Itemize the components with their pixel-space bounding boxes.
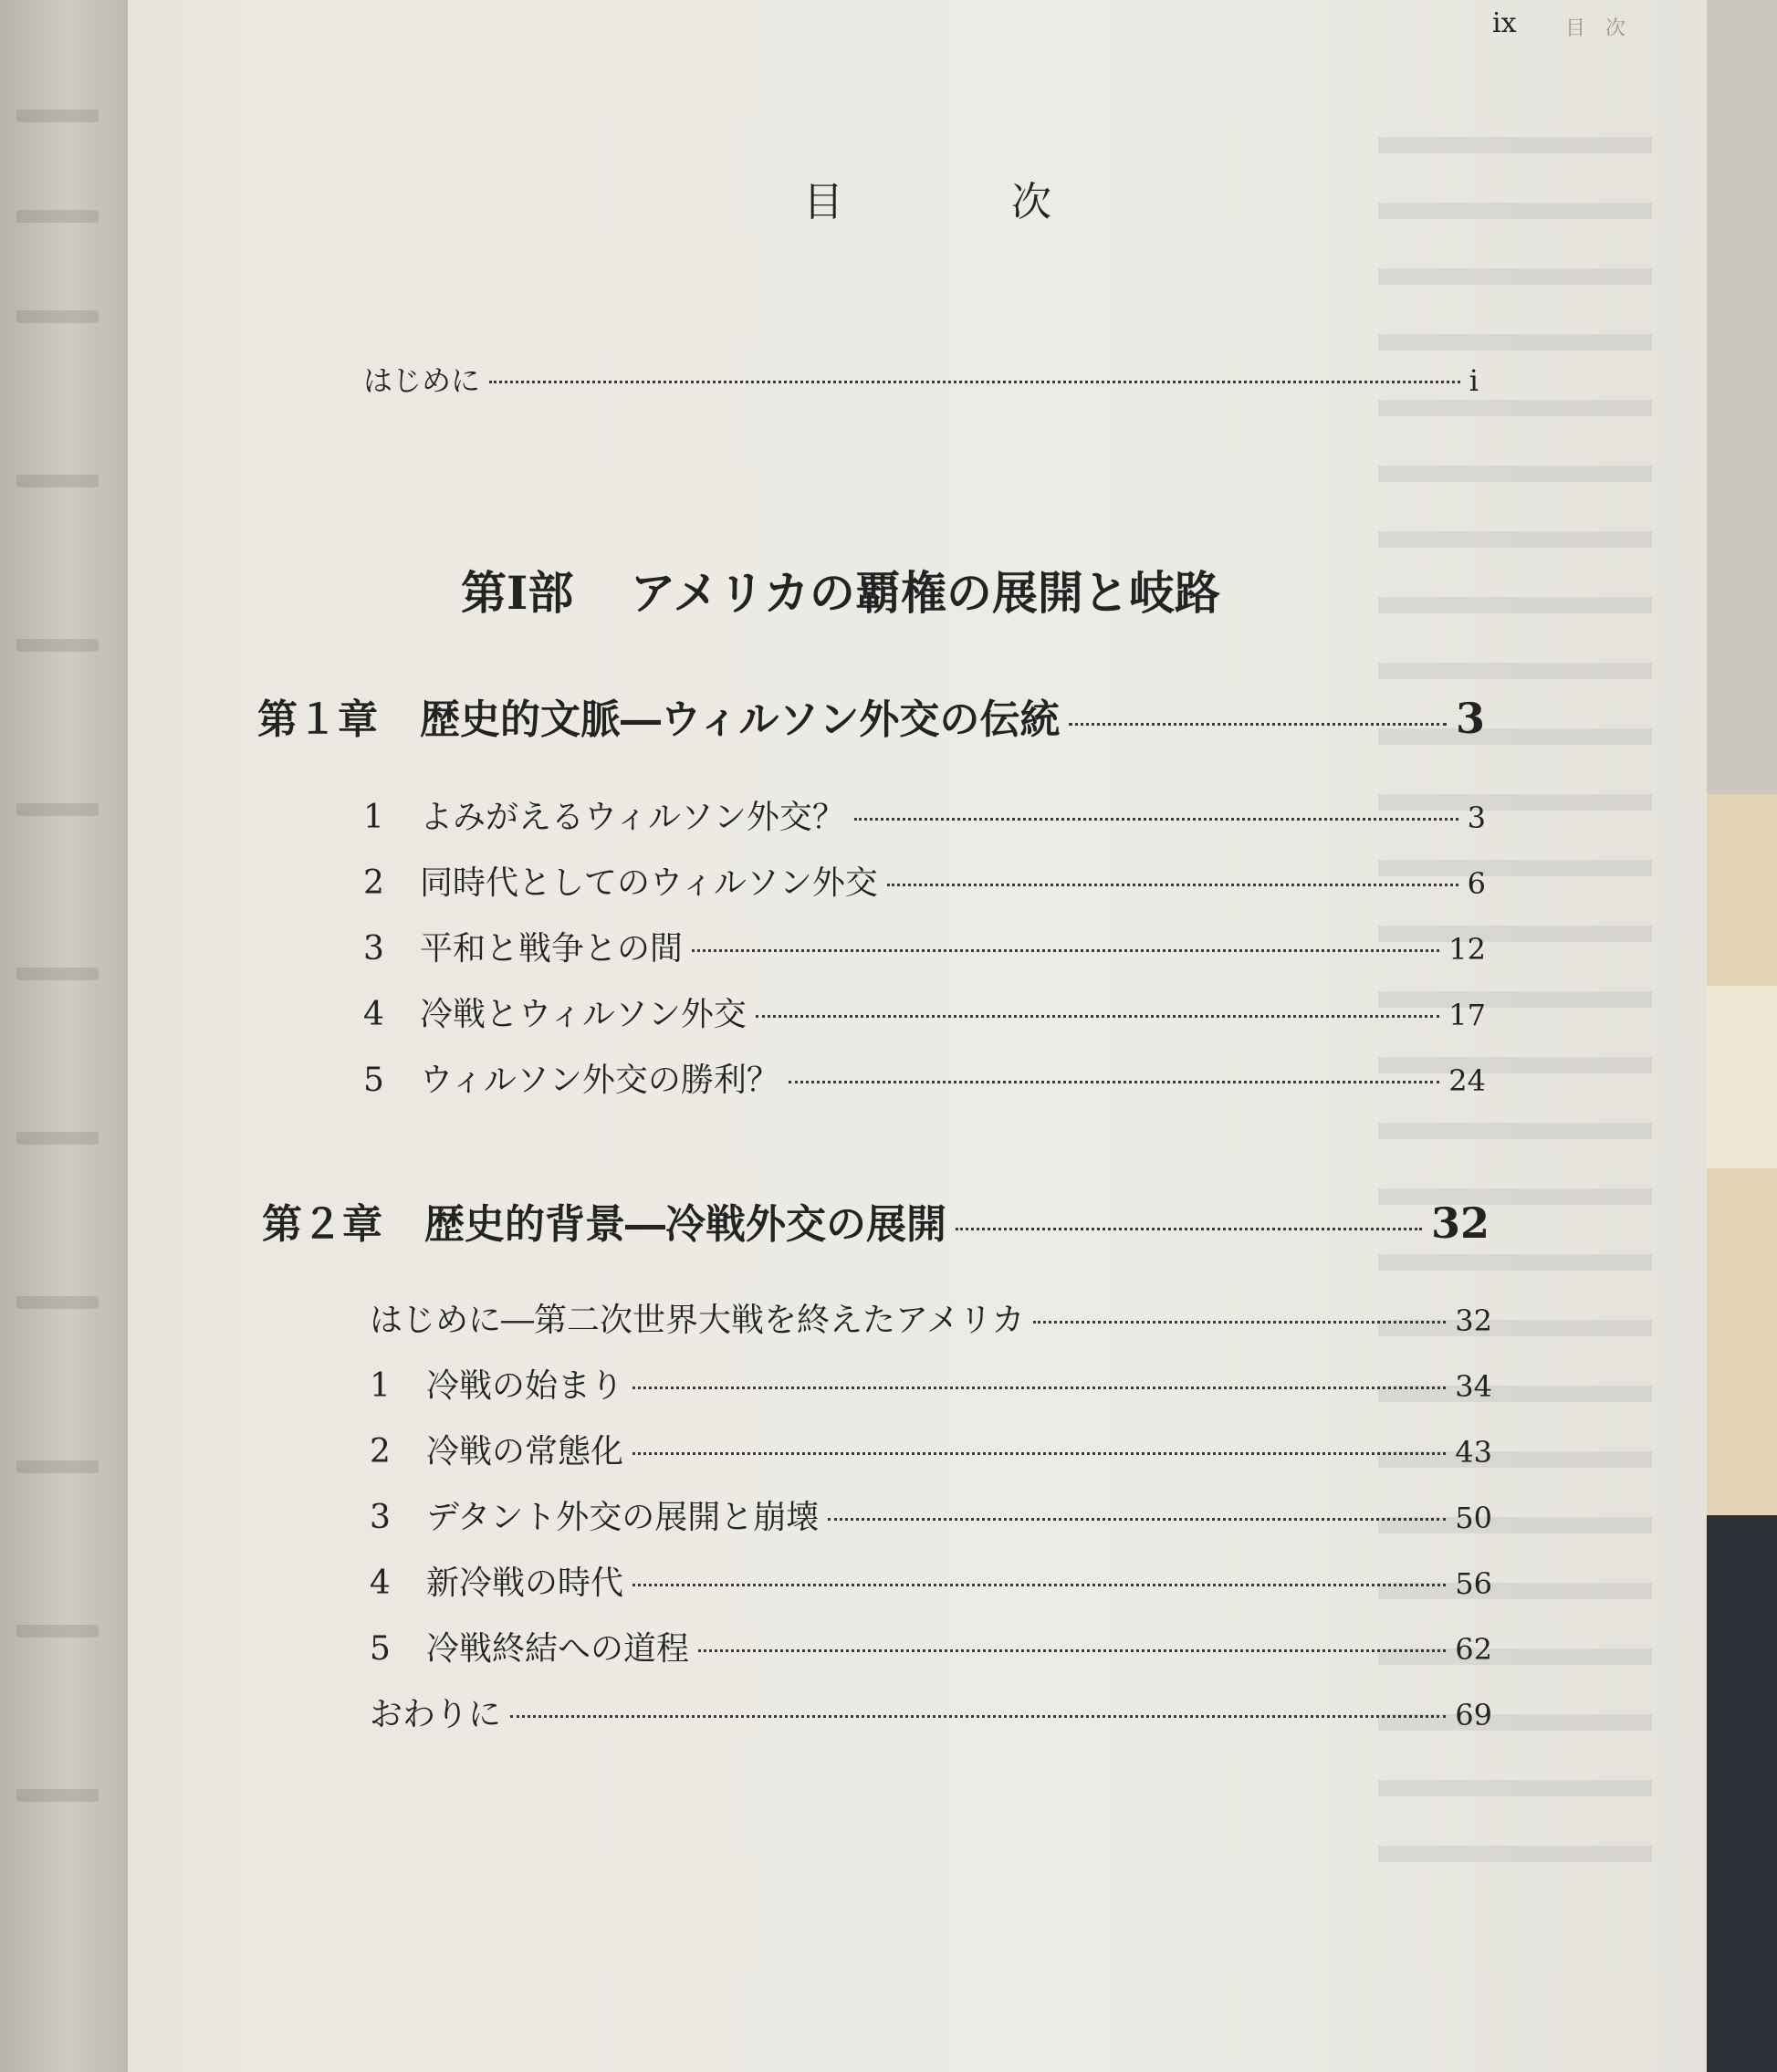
toc-section-entry (363, 857, 1486, 904)
chapter-title: 歴史的文脈―ウィルソン外交の伝統 (420, 696, 1061, 743)
section-title: はじめに―第二次世界大戦を終えたアメリカ (370, 1302, 1025, 1339)
toc-page-number: 62 (1455, 1632, 1492, 1667)
toc-page-number: 17 (1448, 998, 1486, 1032)
running-head-mark: 目 次 (1565, 17, 1626, 40)
toc-page-number: 56 (1455, 1566, 1492, 1601)
toc-page-number: 3 (1467, 801, 1486, 835)
dot-leader (828, 1518, 1446, 1521)
part-heading (461, 557, 1220, 623)
toc-section-entry (363, 989, 1486, 1035)
section-title: 冷戦とウィルソン外交 (420, 996, 747, 1033)
chapter-number: 第１章 (257, 696, 378, 743)
toc-page-number: 69 (1455, 1698, 1492, 1732)
facing-page-edge (0, 0, 128, 2072)
dot-leader (789, 1081, 1439, 1083)
toc-section-entry-closing (370, 1689, 1492, 1735)
toc-section-entry (370, 1426, 1492, 1472)
section-number: 5 (370, 1630, 391, 1668)
section-number: 1 (363, 799, 384, 836)
dot-leader (692, 949, 1439, 952)
toc-section-entry (370, 1360, 1492, 1407)
dot-leader (887, 884, 1458, 886)
toc-page-number: 43 (1455, 1435, 1492, 1470)
section-number: 4 (363, 996, 384, 1033)
toc-section-entry (363, 1054, 1486, 1101)
background-right-edge (1707, 0, 1777, 2072)
part-title: アメリカの覇権の展開と岐路 (630, 566, 1220, 620)
dot-leader (489, 381, 1460, 383)
dot-leader (854, 818, 1458, 821)
toc-page-number: 6 (1467, 866, 1486, 901)
dot-leader (756, 1015, 1439, 1018)
section-number: 2 (363, 864, 384, 902)
section-title: 冷戦の常態化 (426, 1433, 624, 1470)
toc-page-number: i (1469, 363, 1479, 398)
toc-section-entry-intro (370, 1294, 1492, 1341)
toc-section-entry (370, 1623, 1492, 1669)
toc-page-number: 34 (1455, 1369, 1492, 1404)
section-title: 平和と戦争との間 (420, 930, 684, 968)
toc-section-entry (370, 1491, 1492, 1538)
toc-entry-intro (363, 358, 1479, 400)
section-number: 5 (363, 1062, 384, 1099)
section-title: 同時代としてのウィルソン外交 (420, 864, 878, 902)
section-title: よみがえるウィルソン外交？ (420, 799, 845, 836)
chapter-heading (262, 1191, 1490, 1250)
section-number: 3 (370, 1499, 391, 1536)
toc-page-number: 32 (1455, 1303, 1492, 1338)
dot-leader (1033, 1321, 1446, 1324)
toc-title: 目 次 (803, 179, 1115, 225)
toc-section-entry (370, 1557, 1492, 1604)
section-number: 3 (363, 930, 384, 968)
toc-page-number: 32 (1430, 1198, 1490, 1248)
chapter-number: 第２章 (262, 1201, 382, 1248)
dot-leader (632, 1584, 1446, 1586)
page-folio: ix (1492, 7, 1517, 39)
toc-entry-title: はじめに (363, 363, 481, 398)
toc-section-entry (363, 791, 1486, 838)
dot-leader (698, 1649, 1446, 1652)
section-title: デタント外交の展開と崩壊 (426, 1499, 820, 1536)
dot-leader (632, 1452, 1446, 1455)
section-number: 4 (370, 1564, 391, 1602)
section-title: 新冷戦の時代 (426, 1564, 624, 1602)
chapter-title: 歴史的背景―冷戦外交の展開 (424, 1201, 946, 1248)
section-title: 冷戦の始まり (426, 1367, 624, 1405)
toc-page-number: 24 (1448, 1063, 1486, 1098)
chapter-heading (257, 686, 1485, 745)
section-number: 1 (370, 1367, 391, 1405)
toc-page-number: 12 (1448, 932, 1486, 967)
section-title: おわりに (370, 1696, 502, 1733)
book-page (128, 0, 1707, 2072)
part-number: 第Ⅰ部 (461, 566, 574, 620)
dot-leader (956, 1228, 1422, 1230)
section-number: 2 (370, 1433, 391, 1470)
section-title: 冷戦終結への道程 (426, 1630, 690, 1668)
dot-leader (1069, 723, 1447, 726)
toc-page-number: 3 (1455, 694, 1485, 743)
section-title: ウィルソン外交の勝利？ (420, 1062, 779, 1099)
toc-page-number: 50 (1455, 1501, 1492, 1535)
dot-leader (510, 1715, 1446, 1718)
toc-section-entry (363, 923, 1486, 969)
dot-leader (632, 1387, 1446, 1389)
